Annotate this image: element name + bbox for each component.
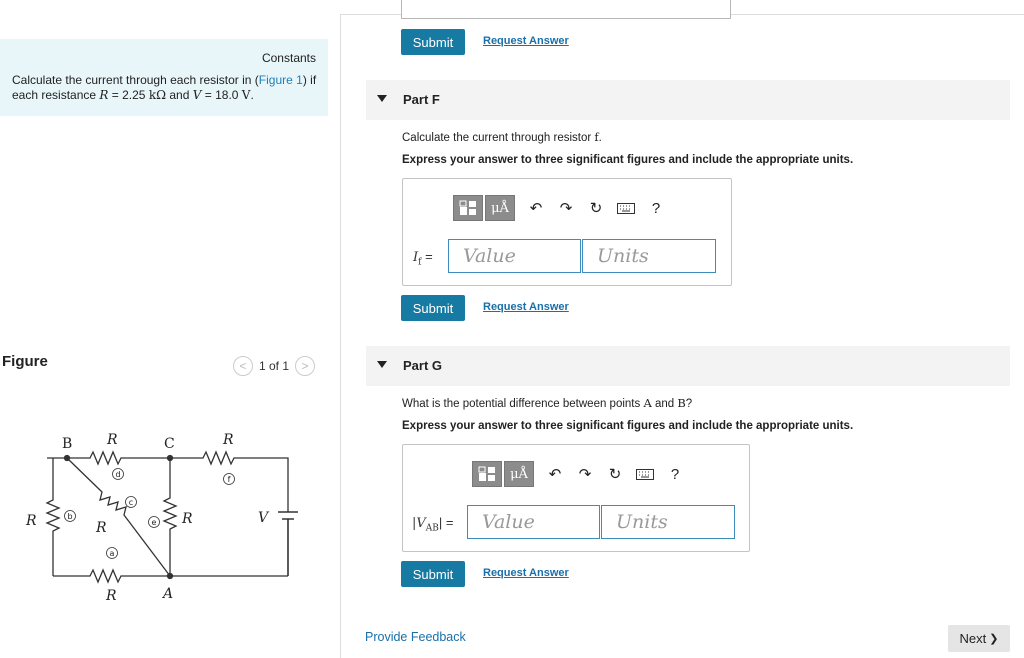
part-f-equals: = [421,249,433,264]
resistor-c-label: R [96,520,107,536]
resistor-d-label: R [107,432,118,448]
part-f-units-input[interactable]: Units [582,239,716,273]
part-g-point-b: B [677,396,686,410]
undo-icon[interactable]: ↶ [548,466,562,483]
figure-pager [233,356,315,376]
problem-statement [12,73,322,103]
undo-icon[interactable]: ↶ [529,200,543,217]
figure-title: Figure [2,353,48,370]
part-f-question-end: . [598,132,602,144]
part-f-question-text: Calculate the current through resistor [402,132,595,144]
next-figure-button[interactable]: > [295,356,315,376]
reset-icon[interactable]: ↻ [589,200,603,217]
part-f-answer-box [402,178,732,286]
node-b-dot [65,456,70,461]
pager-text: 1 of 1 [259,359,290,373]
part-g-question-and: and [651,398,678,410]
templates-button[interactable] [472,461,502,487]
help-icon[interactable]: ? [670,465,680,483]
circuit-diagram [20,420,300,610]
figure-link[interactable]: Figure 1 [258,73,303,87]
left-resistor [47,458,59,576]
node-c-dot [168,456,173,461]
resistor-f-label: R [223,432,234,448]
voltage-unit: V [241,88,251,102]
part-g-header[interactable] [366,346,1010,386]
templates-button[interactable] [453,195,483,221]
resistor-e-label: R [182,511,193,527]
node-c-label: C [164,436,175,452]
part-f-var-sub: f [418,257,422,268]
node-b-label: B [62,436,73,452]
next-button[interactable] [948,625,1010,652]
marker-e: e [151,518,157,527]
part-g-variable [412,515,454,534]
problem-text-prefix: Calculate the current through each resistor in ( [12,73,259,87]
part-f-collapse-caret-icon[interactable] [377,95,387,102]
redo-icon[interactable]: ↷ [578,466,592,483]
constants-panel [0,39,328,116]
prev-figure-button[interactable]: < [233,356,253,376]
part-f-var-symbol: I [413,250,419,265]
part-g-point-a: A [643,396,652,410]
part-g-question-text: What is the potential difference between points [402,398,644,410]
part-g-question [402,396,692,410]
help-icon[interactable]: ? [651,199,661,217]
units-button[interactable]: μÅ [485,195,515,221]
part-g-equals: = [442,515,454,530]
problem-text-end: . [250,88,254,102]
resistance-symbol: R [99,88,109,102]
part-f-toolbar [453,195,671,221]
part-g-instruction: Express your answer to three significant figures and include the appropriate units. [402,420,854,432]
templates-icon [459,200,477,216]
part-g-var-close: | [438,515,443,530]
part-f-request-answer-link[interactable]: Request Answer [483,301,569,313]
middle-resistor [164,458,176,576]
marker-c: c [128,498,134,507]
provide-feedback-link[interactable]: Provide Feedback [365,630,466,644]
part-g-var-open: |V [412,516,426,531]
next-label: Next [959,631,987,646]
resistor-a-label: R [106,588,117,604]
part-g-toolbar [472,461,690,487]
redo-icon[interactable]: ↷ [559,200,573,217]
part-g-var-sub: AB [425,523,439,534]
part-f-instruction: Express your answer to three significant figures and include the appropriate units. [402,154,854,166]
part-f-question [402,130,602,144]
constants-toggle[interactable]: Constants [261,51,316,65]
node-a-dot [168,574,173,579]
templates-icon [478,466,496,482]
battery [278,512,298,576]
resistor-b-label: R [26,513,37,529]
marker-b: b [67,512,73,521]
part-g-question-end: ? [685,398,693,410]
part-g-title: Part G [403,358,443,373]
keyboard-icon[interactable] [611,195,641,221]
problem-text-mid: ) if each resistance [12,73,317,102]
part-g-value-input[interactable]: Value [467,505,600,539]
panel-divider [340,14,341,658]
voltage-symbol: V [192,88,202,102]
battery-label: V [258,510,269,526]
part-g-answer-box [402,444,750,552]
part-g-units-input[interactable]: Units [601,505,735,539]
part-f-header[interactable] [366,80,1010,120]
resistance-value: = 2.25 [108,88,149,102]
marker-a: a [109,549,115,558]
part-f-question-var: f [594,130,599,144]
voltage-value: = 18.0 [201,88,242,102]
keyboard-icon[interactable] [630,461,660,487]
chevron-right-icon: ❯ [989,633,999,645]
part-e-request-answer-link[interactable]: Request Answer [483,35,569,47]
part-f-title: Part F [403,92,440,107]
part-f-submit-button[interactable]: Submit [401,295,465,321]
marker-d: d [115,470,121,479]
units-button[interactable]: μÅ [504,461,534,487]
part-e-submit-button[interactable]: Submit [401,29,465,55]
part-f-variable [413,249,433,268]
part-f-value-input[interactable]: Value [448,239,581,273]
reset-icon[interactable]: ↻ [608,466,622,483]
part-g-submit-button[interactable]: Submit [401,561,465,587]
resistance-unit: kΩ [148,88,167,102]
node-a-label: A [163,586,174,602]
problem-text-and: and [166,88,193,102]
marker-f: f [227,475,231,484]
part-g-collapse-caret-icon[interactable] [377,361,387,368]
previous-answer-field[interactable] [401,0,731,19]
part-g-request-answer-link[interactable]: Request Answer [483,567,569,579]
